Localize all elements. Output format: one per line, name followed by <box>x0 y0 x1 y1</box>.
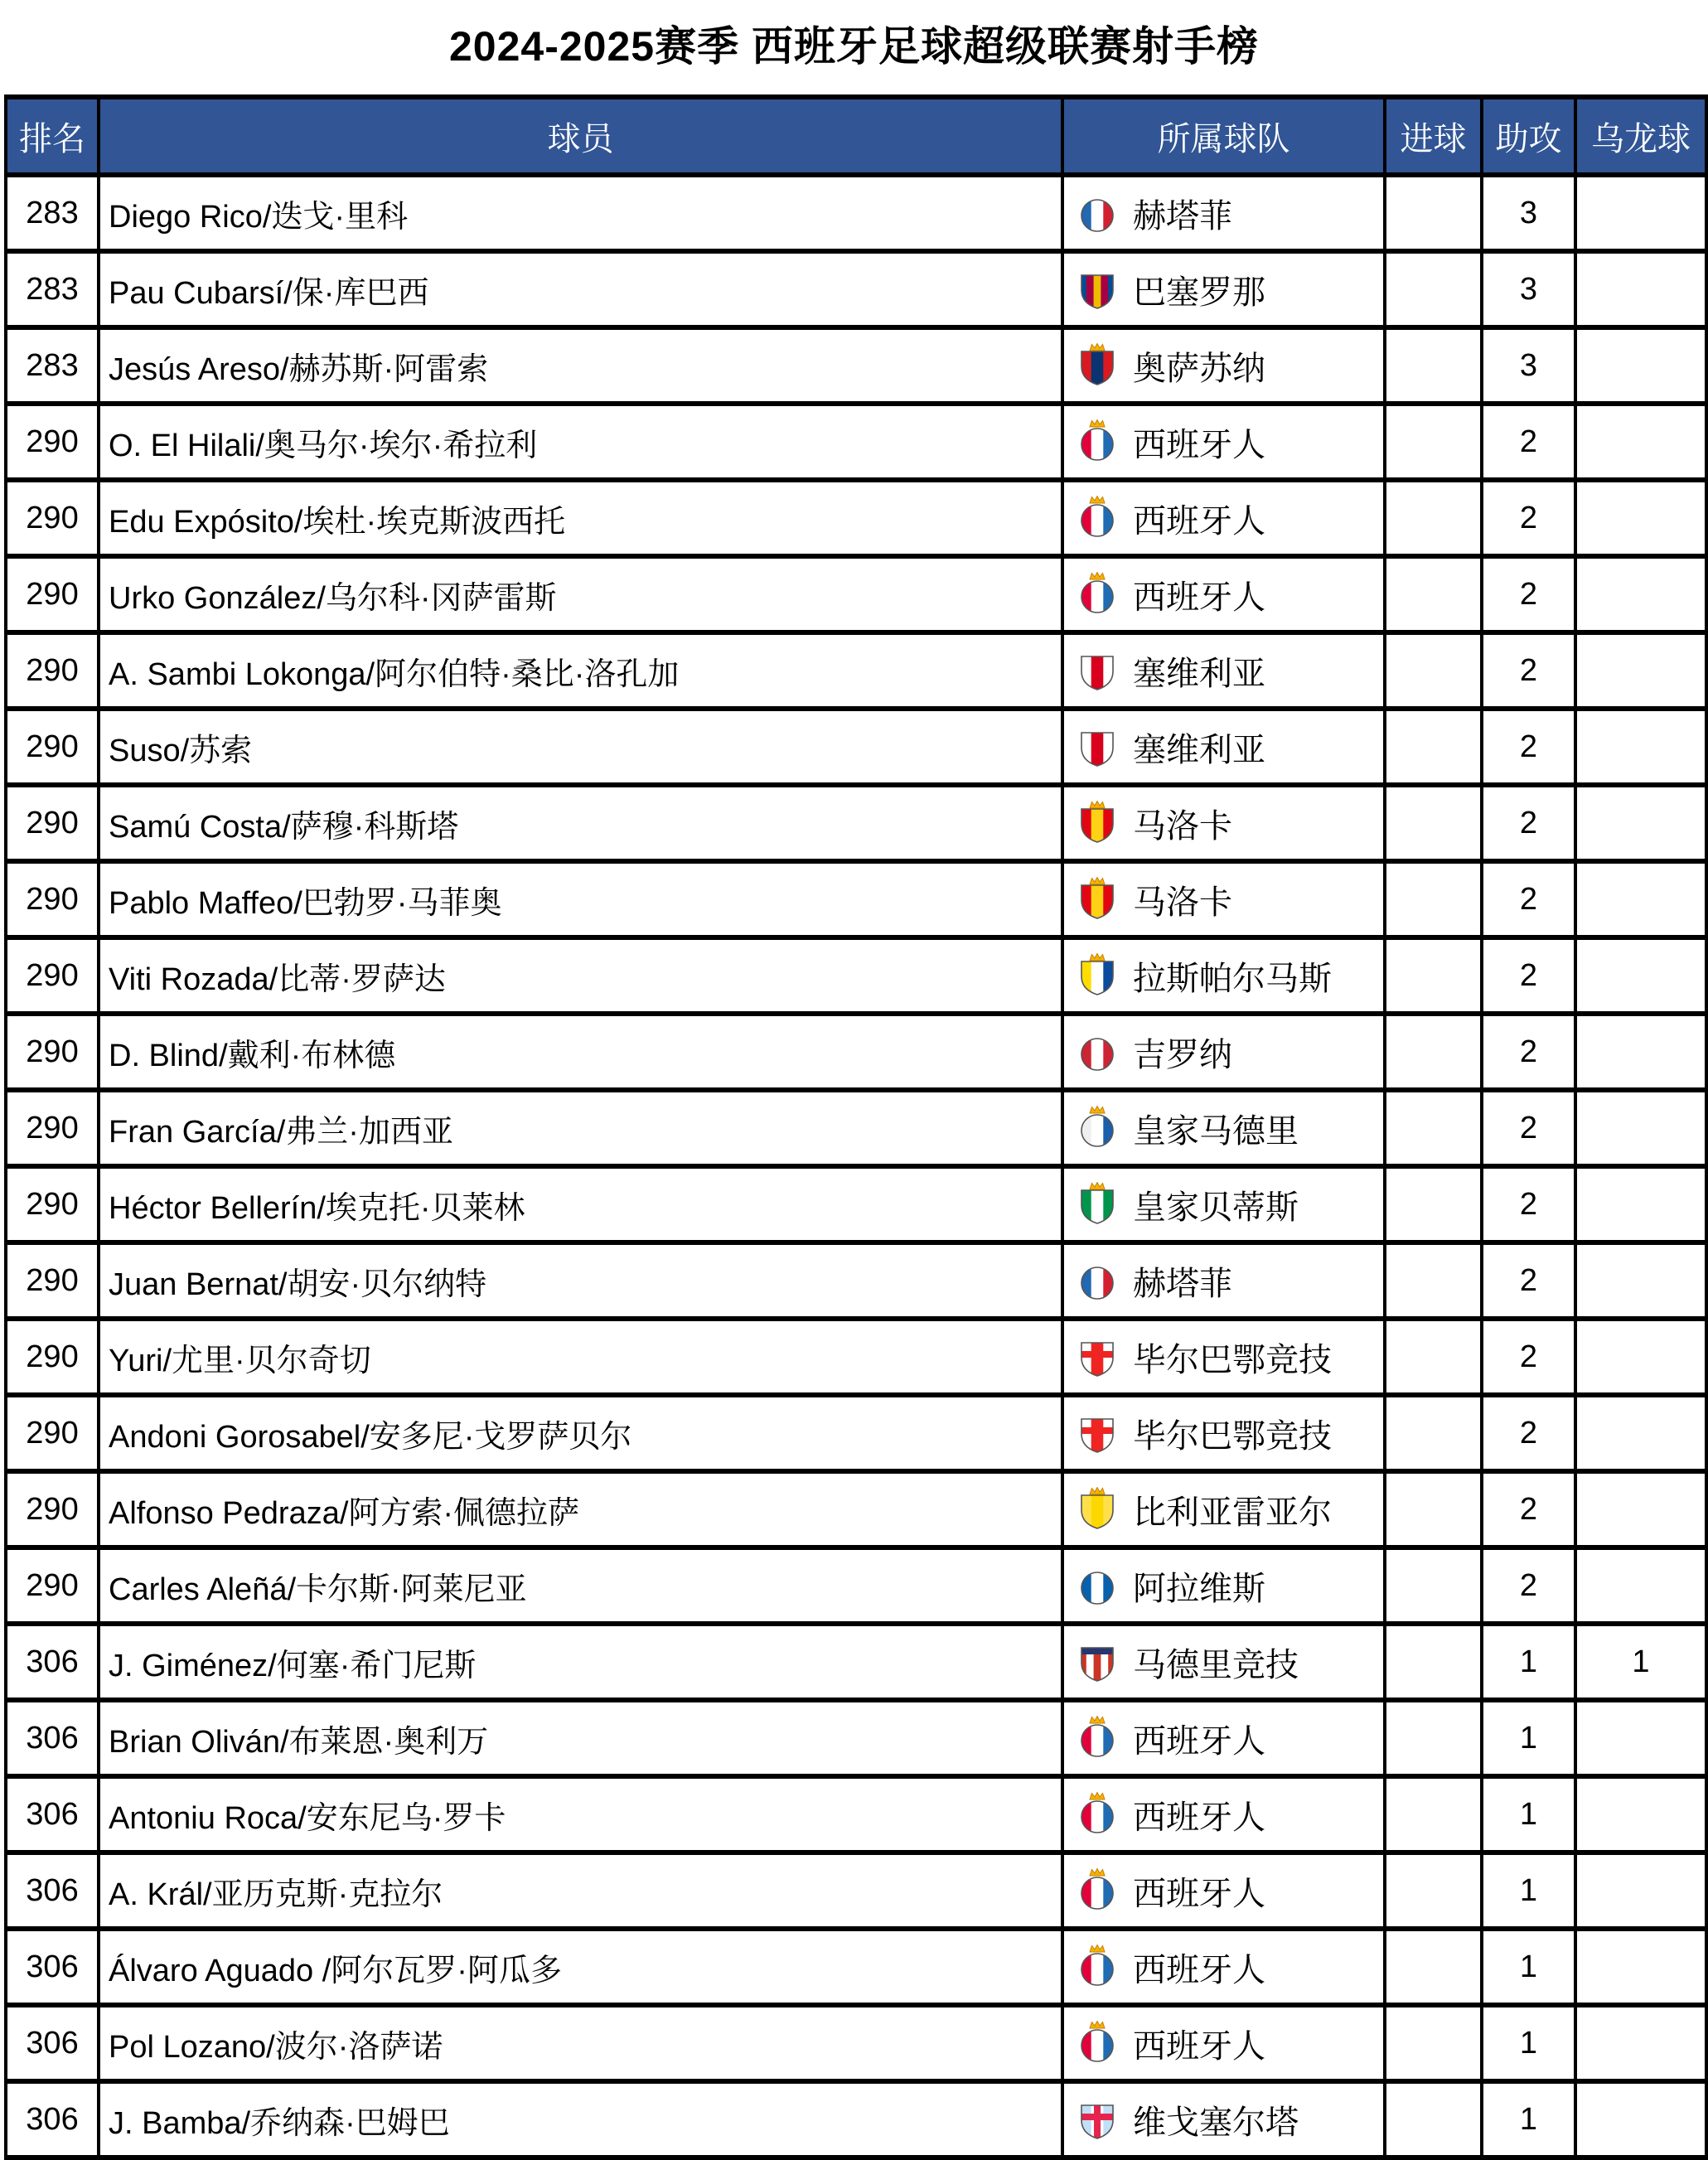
column-header-rank: 排名 <box>6 97 99 175</box>
table-row <box>6 1776 1706 1852</box>
player-cell: Juan Bernat/胡安·贝尔纳特 <box>99 1242 1062 1319</box>
own-goals-cell <box>1575 1242 1706 1319</box>
team-name: 西班牙人 <box>1133 1951 1265 1988</box>
espanyol-crest-icon <box>1078 419 1116 464</box>
assists-cell: 1 <box>1482 1624 1575 1700</box>
column-header-player: 球员 <box>99 97 1062 175</box>
team-cell <box>1062 2081 1385 2158</box>
goals-cell <box>1385 480 1482 556</box>
column-header-goals: 进球 <box>1385 97 1482 175</box>
table-row <box>6 1242 1706 1319</box>
assists-cell: 3 <box>1482 251 1575 327</box>
team-name: 赫塔菲 <box>1133 1265 1232 1302</box>
team-name: 马洛卡 <box>1133 807 1232 845</box>
rank-cell: 290 <box>6 1166 99 1242</box>
assists-cell: 2 <box>1482 1471 1575 1547</box>
team-name: 赫塔菲 <box>1133 197 1232 235</box>
espanyol-crest-icon <box>1078 1868 1116 1913</box>
goals-cell <box>1385 1700 1482 1776</box>
table-row <box>6 404 1706 480</box>
team-cell <box>1062 861 1385 937</box>
table-row <box>6 1547 1706 1624</box>
goals-cell <box>1385 2081 1482 2158</box>
player-cell: Héctor Bellerín/埃克托·贝莱林 <box>99 1166 1062 1242</box>
player-cell: Brian Oliván/布莱恩·奥利万 <box>99 1700 1062 1776</box>
scorer-table <box>4 94 1708 2160</box>
team-cell <box>1062 1090 1385 1166</box>
team-name: 西班牙人 <box>1133 579 1265 616</box>
table-row <box>6 937 1706 1014</box>
team-cell <box>1062 1166 1385 1242</box>
assists-cell: 1 <box>1482 1700 1575 1776</box>
own-goals-cell <box>1575 2081 1706 2158</box>
espanyol-crest-icon <box>1078 1944 1116 1989</box>
team-name: 塞维利亚 <box>1133 655 1265 692</box>
goals-cell <box>1385 1166 1482 1242</box>
team-name: 拉斯帕尔马斯 <box>1133 960 1332 997</box>
player-cell: J. Bamba/乔纳森·巴姆巴 <box>99 2081 1062 2158</box>
celta-crest-icon <box>1078 2097 1116 2142</box>
atletico-crest-icon <box>1078 1639 1116 1684</box>
team-name: 阿拉维斯 <box>1133 1570 1265 1607</box>
goals-cell <box>1385 937 1482 1014</box>
team-name: 西班牙人 <box>1133 1875 1265 1912</box>
goals-cell <box>1385 861 1482 937</box>
espanyol-crest-icon <box>1078 1716 1116 1760</box>
assists-cell: 2 <box>1482 1547 1575 1624</box>
goals-cell <box>1385 1395 1482 1471</box>
own-goals-cell <box>1575 1776 1706 1852</box>
team-cell <box>1062 1776 1385 1852</box>
table-row <box>6 709 1706 785</box>
team-cell <box>1062 404 1385 480</box>
osasuna-crest-icon <box>1078 343 1116 388</box>
team-cell <box>1062 937 1385 1014</box>
goals-cell <box>1385 785 1482 861</box>
table-row <box>6 175 1706 251</box>
own-goals-cell <box>1575 1166 1706 1242</box>
team-cell <box>1062 480 1385 556</box>
espanyol-crest-icon <box>1078 496 1116 540</box>
own-goals-cell <box>1575 937 1706 1014</box>
player-cell: Álvaro Aguado /阿尔瓦罗·阿瓜多 <box>99 1929 1062 2005</box>
player-cell: Samú Costa/萨穆·科斯塔 <box>99 785 1062 861</box>
player-cell: D. Blind/戴利·布林德 <box>99 1014 1062 1090</box>
athletic-crest-icon <box>1078 1334 1116 1379</box>
table-row <box>6 632 1706 709</box>
assists-cell: 3 <box>1482 175 1575 251</box>
rank-cell: 290 <box>6 1242 99 1319</box>
table-row <box>6 556 1706 632</box>
own-goals-cell <box>1575 1547 1706 1624</box>
goals-cell <box>1385 1319 1482 1395</box>
own-goals-cell: 1 <box>1575 1624 1706 1700</box>
goals-cell <box>1385 1624 1482 1700</box>
own-goals-cell <box>1575 1014 1706 1090</box>
player-cell: Fran García/弗兰·加西亚 <box>99 1090 1062 1166</box>
own-goals-cell <box>1575 709 1706 785</box>
own-goals-cell <box>1575 251 1706 327</box>
team-cell <box>1062 709 1385 785</box>
goals-cell <box>1385 556 1482 632</box>
espanyol-crest-icon <box>1078 1792 1116 1837</box>
rank-cell: 306 <box>6 2081 99 2158</box>
assists-cell: 2 <box>1482 480 1575 556</box>
table-row <box>6 251 1706 327</box>
team-name: 马德里竞技 <box>1133 1646 1299 1683</box>
team-cell <box>1062 1242 1385 1319</box>
goals-cell <box>1385 251 1482 327</box>
table-row <box>6 480 1706 556</box>
las-palmas-crest-icon <box>1078 953 1116 998</box>
own-goals-cell <box>1575 556 1706 632</box>
getafe-crest-icon <box>1078 1258 1116 1303</box>
own-goals-cell <box>1575 785 1706 861</box>
player-cell: Jesús Areso/赫苏斯·阿雷索 <box>99 327 1062 404</box>
table-row <box>6 1166 1706 1242</box>
team-name: 毕尔巴鄂竞技 <box>1133 1341 1332 1378</box>
own-goals-cell <box>1575 632 1706 709</box>
player-cell: J. Giménez/何塞·希门尼斯 <box>99 1624 1062 1700</box>
table-row <box>6 2005 1706 2081</box>
getafe-crest-icon <box>1078 191 1116 235</box>
team-name: 皇家马德里 <box>1133 1112 1299 1150</box>
athletic-crest-icon <box>1078 1411 1116 1455</box>
goals-cell <box>1385 2005 1482 2081</box>
espanyol-crest-icon <box>1078 572 1116 617</box>
goals-cell <box>1385 1014 1482 1090</box>
team-cell <box>1062 1624 1385 1700</box>
rank-cell: 306 <box>6 2005 99 2081</box>
team-cell <box>1062 1014 1385 1090</box>
own-goals-cell <box>1575 2005 1706 2081</box>
player-cell: A. Sambi Lokonga/阿尔伯特·桑比·洛孔加 <box>99 632 1062 709</box>
rank-cell: 283 <box>6 175 99 251</box>
goals-cell <box>1385 1242 1482 1319</box>
player-cell: Urko González/乌尔科·冈萨雷斯 <box>99 556 1062 632</box>
assists-cell: 2 <box>1482 785 1575 861</box>
barcelona-crest-icon <box>1078 267 1116 312</box>
goals-cell <box>1385 404 1482 480</box>
goals-cell <box>1385 709 1482 785</box>
goals-cell <box>1385 1471 1482 1547</box>
espanyol-crest-icon <box>1078 2021 1116 2066</box>
player-cell: Alfonso Pedraza/阿方索·佩德拉萨 <box>99 1471 1062 1547</box>
rank-cell: 283 <box>6 251 99 327</box>
assists-cell: 2 <box>1482 1395 1575 1471</box>
goals-cell <box>1385 327 1482 404</box>
team-name: 毕尔巴鄂竞技 <box>1133 1417 1332 1455</box>
rank-cell: 290 <box>6 1471 99 1547</box>
assists-cell: 2 <box>1482 1319 1575 1395</box>
assists-cell: 2 <box>1482 861 1575 937</box>
table-row <box>6 1929 1706 2005</box>
own-goals-cell <box>1575 1471 1706 1547</box>
own-goals-cell <box>1575 175 1706 251</box>
team-name: 塞维利亚 <box>1133 731 1265 768</box>
team-name: 比利亚雷亚尔 <box>1133 1494 1332 1531</box>
team-name: 马洛卡 <box>1133 884 1232 921</box>
team-cell <box>1062 251 1385 327</box>
assists-cell: 2 <box>1482 1090 1575 1166</box>
betis-crest-icon <box>1078 1182 1116 1227</box>
table-row <box>6 1395 1706 1471</box>
goals-cell <box>1385 1547 1482 1624</box>
team-cell <box>1062 327 1385 404</box>
assists-cell: 1 <box>1482 2081 1575 2158</box>
assists-cell: 2 <box>1482 937 1575 1014</box>
assists-cell: 2 <box>1482 1014 1575 1090</box>
goals-cell <box>1385 1776 1482 1852</box>
team-name: 西班牙人 <box>1133 502 1265 540</box>
rank-cell: 290 <box>6 632 99 709</box>
assists-cell: 2 <box>1482 1166 1575 1242</box>
player-cell: A. Král/亚历克斯·克拉尔 <box>99 1852 1062 1929</box>
team-name: 皇家贝蒂斯 <box>1133 1189 1299 1226</box>
rank-cell: 290 <box>6 1319 99 1395</box>
table-row <box>6 1852 1706 1929</box>
team-name: 奥萨苏纳 <box>1133 350 1265 387</box>
own-goals-cell <box>1575 1395 1706 1471</box>
player-cell: Pau Cubarsí/保·库巴西 <box>99 251 1062 327</box>
goals-cell <box>1385 1852 1482 1929</box>
column-header-assists: 助攻 <box>1482 97 1575 175</box>
own-goals-cell <box>1575 1319 1706 1395</box>
table-row <box>6 1700 1706 1776</box>
team-name: 西班牙人 <box>1133 2027 1265 2065</box>
assists-cell: 1 <box>1482 1929 1575 2005</box>
mallorca-crest-icon <box>1078 877 1116 922</box>
goals-cell <box>1385 632 1482 709</box>
rank-cell: 283 <box>6 327 99 404</box>
player-cell: Carles Aleñá/卡尔斯·阿莱尼亚 <box>99 1547 1062 1624</box>
rank-cell: 290 <box>6 1547 99 1624</box>
rank-cell: 306 <box>6 1624 99 1700</box>
table-row <box>6 1319 1706 1395</box>
alaves-crest-icon <box>1078 1563 1116 1608</box>
player-cell: Suso/苏索 <box>99 709 1062 785</box>
assists-cell: 2 <box>1482 632 1575 709</box>
table-row <box>6 1014 1706 1090</box>
assists-cell: 2 <box>1482 556 1575 632</box>
team-cell <box>1062 556 1385 632</box>
rank-cell: 290 <box>6 1014 99 1090</box>
table-row <box>6 1471 1706 1547</box>
team-cell <box>1062 1471 1385 1547</box>
team-name: 西班牙人 <box>1133 1722 1265 1760</box>
team-cell <box>1062 2005 1385 2081</box>
own-goals-cell <box>1575 480 1706 556</box>
player-cell: Andoni Gorosabel/安多尼·戈罗萨贝尔 <box>99 1395 1062 1471</box>
rank-cell: 290 <box>6 861 99 937</box>
own-goals-cell <box>1575 1090 1706 1166</box>
own-goals-cell <box>1575 1852 1706 1929</box>
own-goals-cell <box>1575 1700 1706 1776</box>
rank-cell: 290 <box>6 785 99 861</box>
rank-cell: 290 <box>6 1395 99 1471</box>
team-name: 巴塞罗那 <box>1133 274 1265 311</box>
rank-cell: 290 <box>6 709 99 785</box>
team-cell <box>1062 632 1385 709</box>
team-name: 吉罗纳 <box>1133 1036 1232 1073</box>
rank-cell: 306 <box>6 1700 99 1776</box>
table-row <box>6 861 1706 937</box>
rank-cell: 290 <box>6 404 99 480</box>
team-cell <box>1062 1929 1385 2005</box>
assists-cell: 2 <box>1482 709 1575 785</box>
team-cell <box>1062 785 1385 861</box>
own-goals-cell <box>1575 861 1706 937</box>
sevilla-crest-icon <box>1078 648 1116 693</box>
own-goals-cell <box>1575 327 1706 404</box>
table-row <box>6 327 1706 404</box>
player-cell: Diego Rico/迭戈·里科 <box>99 175 1062 251</box>
assists-cell: 1 <box>1482 1852 1575 1929</box>
team-cell <box>1062 1852 1385 1929</box>
villarreal-crest-icon <box>1078 1487 1116 1532</box>
column-header-own_goals: 乌龙球 <box>1575 97 1706 175</box>
mallorca-crest-icon <box>1078 801 1116 845</box>
team-cell <box>1062 1395 1385 1471</box>
table-row <box>6 785 1706 861</box>
rank-cell: 306 <box>6 1852 99 1929</box>
team-cell <box>1062 175 1385 251</box>
player-cell: Yuri/尤里·贝尔奇切 <box>99 1319 1062 1395</box>
assists-cell: 1 <box>1482 1776 1575 1852</box>
rank-cell: 290 <box>6 1090 99 1166</box>
rank-cell: 306 <box>6 1776 99 1852</box>
real-madrid-crest-icon <box>1078 1106 1116 1150</box>
team-cell <box>1062 1547 1385 1624</box>
goals-cell <box>1385 1929 1482 2005</box>
team-name: 西班牙人 <box>1133 426 1265 463</box>
rank-cell: 290 <box>6 937 99 1014</box>
goals-cell <box>1385 175 1482 251</box>
team-cell <box>1062 1319 1385 1395</box>
player-cell: Pol Lozano/波尔·洛萨诺 <box>99 2005 1062 2081</box>
column-header-team: 所属球队 <box>1062 97 1385 175</box>
assists-cell: 2 <box>1482 404 1575 480</box>
goals-cell <box>1385 1090 1482 1166</box>
player-cell: Antoniu Roca/安东尼乌·罗卡 <box>99 1776 1062 1852</box>
assists-cell: 1 <box>1482 2005 1575 2081</box>
own-goals-cell <box>1575 404 1706 480</box>
team-name: 西班牙人 <box>1133 1799 1265 1836</box>
player-cell: O. El Hilali/奥马尔·埃尔·希拉利 <box>99 404 1062 480</box>
girona-crest-icon <box>1078 1029 1116 1074</box>
assists-cell: 2 <box>1482 1242 1575 1319</box>
rank-cell: 290 <box>6 480 99 556</box>
sevilla-crest-icon <box>1078 724 1116 769</box>
player-cell: Edu Expósito/埃杜·埃克斯波西托 <box>99 480 1062 556</box>
table-row <box>6 2081 1706 2158</box>
assists-cell: 3 <box>1482 327 1575 404</box>
player-cell: Pablo Maffeo/巴勃罗·马菲奥 <box>99 861 1062 937</box>
page-title: 2024-2025赛季 西班牙足球超级联赛射手榜 <box>448 23 1259 70</box>
own-goals-cell <box>1575 1929 1706 2005</box>
table-header-row <box>6 97 1706 175</box>
rank-cell: 306 <box>6 1929 99 2005</box>
table-row <box>6 1090 1706 1166</box>
rank-cell: 290 <box>6 556 99 632</box>
team-name: 维戈塞尔塔 <box>1133 2104 1299 2141</box>
team-cell <box>1062 1700 1385 1776</box>
player-cell: Viti Rozada/比蒂·罗萨达 <box>99 937 1062 1014</box>
table-row <box>6 1624 1706 1700</box>
